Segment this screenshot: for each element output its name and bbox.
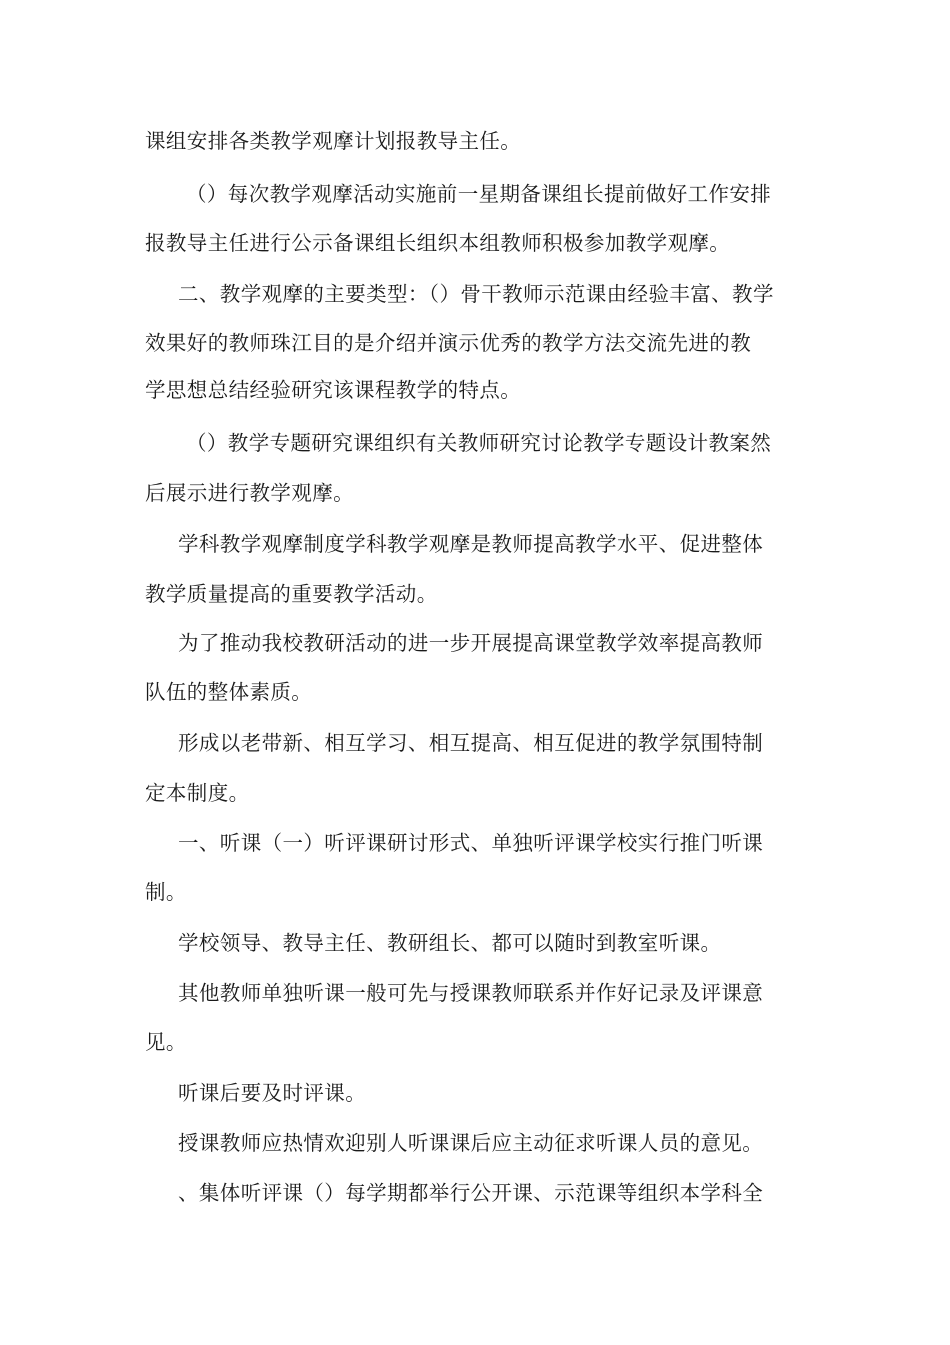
text-line-8: 后展示进行教学观摩。 [145,481,354,505]
text-line-22: 、集体听评课（）每学期都举行公开课、示范课等组织本学科全 [178,1181,764,1205]
text-line-9: 学科教学观摩制度学科教学观摩是教师提高教学水平、促进整体 [178,532,764,556]
text-line-7: （）教学专题研究课组织有关教师研究讨论教学专题设计教案然 [186,431,772,455]
text-line-4: 二、教学观摩的主要类型：（）骨干教师示范课由经验丰富、教学 [178,282,774,306]
text-line-14: 定本制度。 [145,781,250,805]
text-line-3: 报教导主任进行公示备课组长组织本组教师积极参加教学观摩。 [145,231,731,255]
text-line-10: 教学质量提高的重要教学活动。 [145,582,438,606]
text-line-16: 制。 [145,880,187,904]
text-line-15: 一、听课（一）听评课研讨形式、单独听评课学校实行推门听课 [178,831,764,855]
text-line-12: 队伍的整体素质。 [145,680,313,704]
text-line-1: 课组安排各类教学观摩计划报教导主任。 [145,129,522,153]
text-line-17: 学校领导、教导主任、教研组长、都可以随时到教室听课。 [178,931,722,955]
text-line-21: 授课教师应热情欢迎别人听课课后应主动征求听课人员的意见。 [178,1131,764,1155]
text-line-11: 为了推动我校教研活动的进一步开展提高课堂教学效率提高教师 [178,631,764,655]
text-line-18: 其他教师单独听课一般可先与授课教师联系并作好记录及评课意 [178,981,764,1005]
text-line-19: 见。 [145,1030,187,1054]
text-line-5: 效果好的教师珠江目的是介绍并演示优秀的教学方法交流先进的教 [145,331,752,355]
text-line-2: （）每次教学观摩活动实施前一星期备课组长提前做好工作安排 [186,182,772,206]
text-line-20: 听课后要及时评课。 [178,1081,367,1105]
text-line-6: 学思想总结经验研究该课程教学的特点。 [145,378,522,402]
text-line-13: 形成以老带新、相互学习、相互提高、相互促进的教学氛围特制 [178,731,764,755]
